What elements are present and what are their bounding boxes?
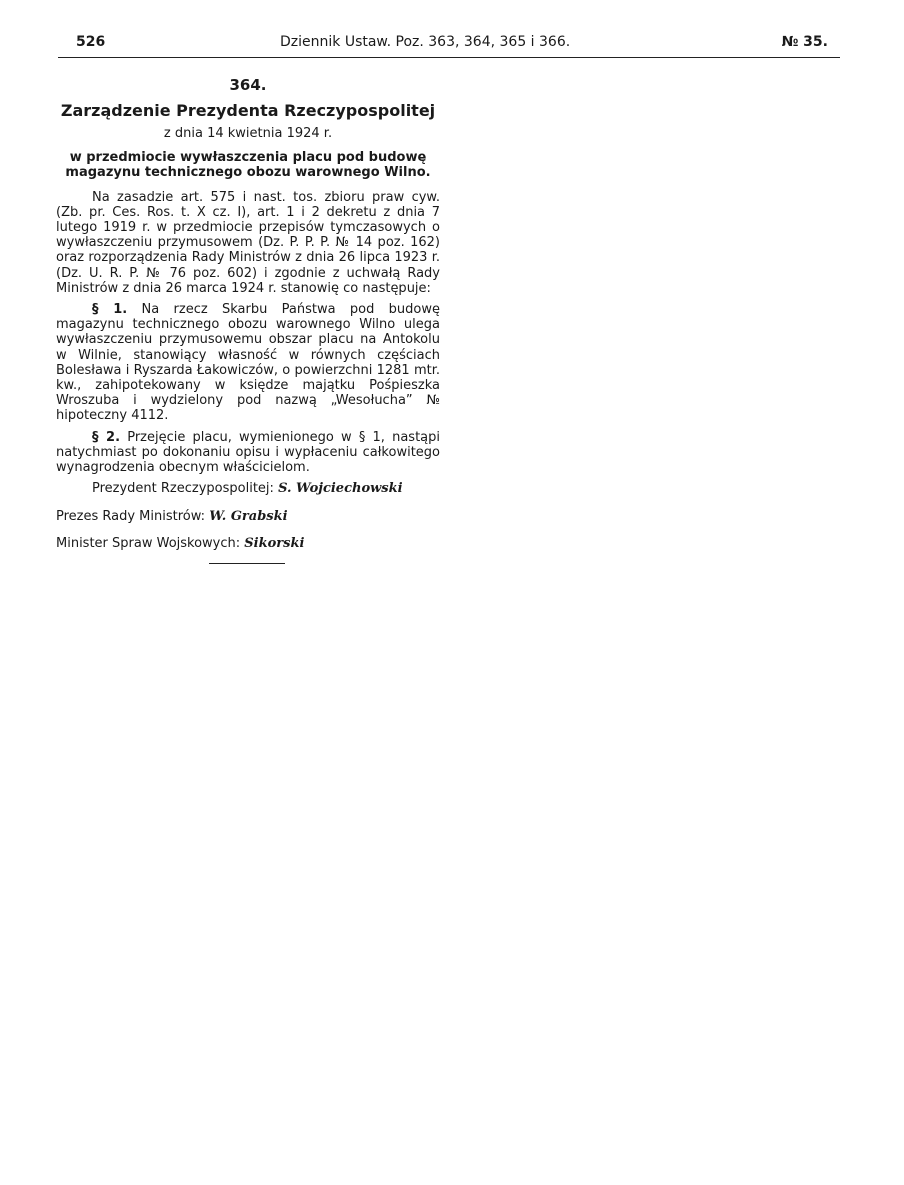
- president-role: Prezydent Rzeczypospolitej:: [92, 481, 274, 497]
- header-divider: [58, 57, 840, 58]
- minister-role: Minister Spraw Wojskowych:: [56, 535, 241, 551]
- minister-name: Sikorski: [244, 535, 305, 551]
- section-2-text: Przejęcie placu, wymienionego w § 1, nastąpi natychmiast po dokonaniu opisu i wypłaceniu całkowitego wynagrodzenia obecnym właścicielom.: [56, 429, 440, 476]
- pm-role: Prezes Rady Ministrów:: [56, 509, 206, 525]
- act-title: Zarządzenie Prezydenta Rzeczypospolitej: [60, 101, 436, 121]
- section-2-label: § 2.: [92, 429, 121, 445]
- act-column: [56, 78, 440, 564]
- section-1-text: Na rzecz Skarbu Państwa pod budowę magazynu technicznego obozu warownego Wilno ulega wywłaszczeniu przymusowemu obszar placu na Antokolu w Wilnie, stanowiący własność w równych częściach Bolesława i Ryszarda Łakowiczów, o powierzchni 1281 mtr. kw., zahipotekowany w księdze majątku Pośpieszka Wroszuba i wydzielony pod nazwą „Wesołucha” № hipoteczny 4112.: [56, 302, 441, 424]
- president-name: S. Wojciechowski: [278, 481, 403, 497]
- end-divider: [209, 563, 285, 564]
- act-number: 364.: [229, 76, 267, 94]
- page-header: [0, 34, 904, 56]
- signature-prime-minister: [56, 509, 440, 524]
- section-1: [56, 302, 440, 424]
- pm-name: W. Grabski: [209, 509, 288, 525]
- section-2: [56, 430, 440, 476]
- act-subject: w przedmiocie wywłaszczenia placu pod budowę magazynu technicznego obozu warownego Wilno.: [65, 149, 431, 180]
- issue-number: № 35.: [781, 34, 828, 50]
- act-date: z dnia 14 kwietnia 1924 r.: [163, 126, 333, 142]
- running-title: Dziennik Ustaw. Poz. 363, 364, 365 i 366.: [280, 34, 571, 50]
- signature-minister: [56, 536, 440, 551]
- signature-president: [92, 481, 440, 496]
- preamble: Na zasadzie art. 575 i nast. tos. zbioru praw cyw. (Zb. pr. Ces. Ros. t. X cz. I), art. 1 i 2 dekretu z dnia 7 lutego 1919 r. w przedmiocie przepisów tymczasowych o wywłaszczeniu przymusowem (Dz. P. P. P. № 14 poz. 162) oraz rozporządzenia Rady Ministrów z dnia 26 lipca 1923 r. (Dz. U. R. P. № 76 poz. 602) i zgodnie z uchwałą Rady Ministrów z dnia 26 marca 1924 r. stanowię co następuje:: [56, 189, 440, 296]
- section-1-label: § 1.: [92, 302, 128, 318]
- page-number: 526: [76, 34, 106, 50]
